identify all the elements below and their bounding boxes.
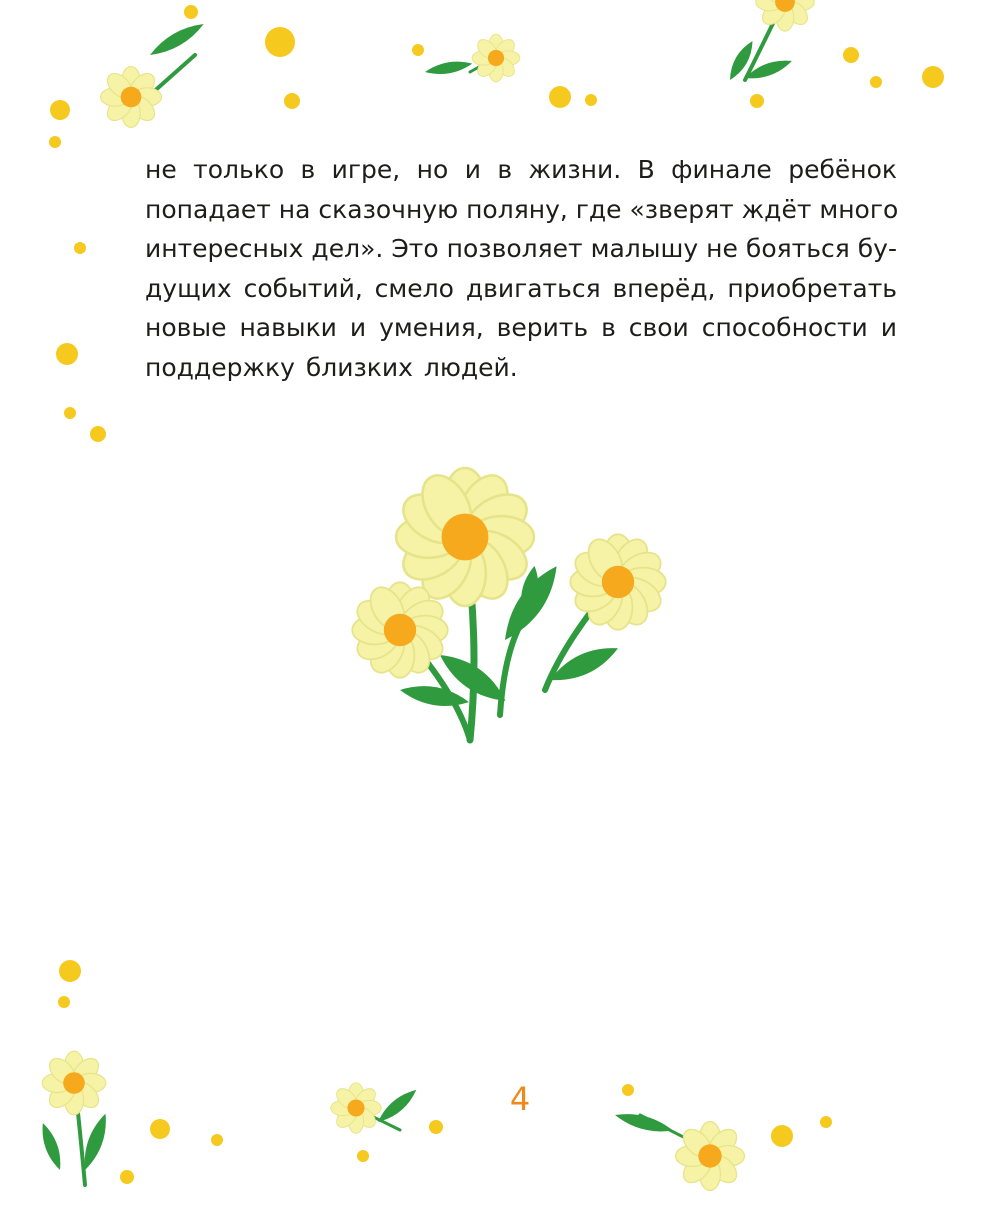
daisy-top-middle (472, 34, 520, 82)
yellow-dot (90, 426, 106, 442)
daisy-bottom-right (676, 1122, 745, 1191)
text-line-3: интересных дел». Это позволяет малышу не бояться бу- (145, 234, 897, 263)
leaf (37, 1121, 65, 1172)
yellow-dot (870, 76, 882, 88)
leaf (398, 681, 470, 711)
leaf (424, 58, 473, 77)
yellow-dot (750, 94, 764, 108)
daisy-top-right (756, 0, 814, 31)
yellow-dot (211, 1134, 223, 1146)
yellow-dot (120, 1170, 134, 1184)
text-line-6: поддержку близких людей. (145, 352, 518, 382)
leaf (613, 1109, 674, 1137)
yellow-dot (265, 27, 295, 57)
yellow-dot (922, 66, 944, 88)
text-line-4: дущих событий, смело двигаться вперёд, приобретать (145, 273, 897, 303)
yellow-dot (771, 1125, 793, 1147)
text-line-1: не только в игре, но и в жизни. В финале ребёнок (145, 155, 897, 184)
body-text (145, 150, 897, 387)
yellow-dot (429, 1120, 443, 1134)
text-line-5: новые навыки и умения, верить в свои способности и (145, 313, 897, 342)
yellow-dot (50, 100, 70, 120)
yellow-dot (549, 86, 571, 108)
yellow-dot (357, 1150, 369, 1162)
daisy-bottom-left (42, 1051, 106, 1115)
page-number: 4 (509, 1080, 531, 1118)
yellow-dot (49, 136, 61, 148)
daisy-bouquet-large (395, 467, 535, 607)
daisy-bottom-middle (331, 1083, 381, 1133)
yellow-dot (56, 343, 78, 365)
text-line-2: попадает на сказочную поляну, где «зверят ждёт много (145, 194, 899, 224)
stem (150, 55, 195, 95)
yellow-dot (585, 94, 597, 106)
daisy-bouquet-right (569, 533, 666, 630)
yellow-dot (150, 1119, 170, 1139)
yellow-dot (58, 996, 70, 1008)
yellow-dot (59, 960, 81, 982)
yellow-dot (622, 1084, 634, 1096)
leaf (147, 18, 207, 60)
yellow-dot (412, 44, 424, 56)
yellow-dot (74, 242, 86, 254)
yellow-dot (820, 1116, 832, 1128)
daisy-top-left (101, 67, 162, 128)
yellow-dot (284, 93, 300, 109)
yellow-dot (184, 5, 198, 19)
yellow-dot (64, 407, 76, 419)
yellow-dot (843, 47, 859, 63)
